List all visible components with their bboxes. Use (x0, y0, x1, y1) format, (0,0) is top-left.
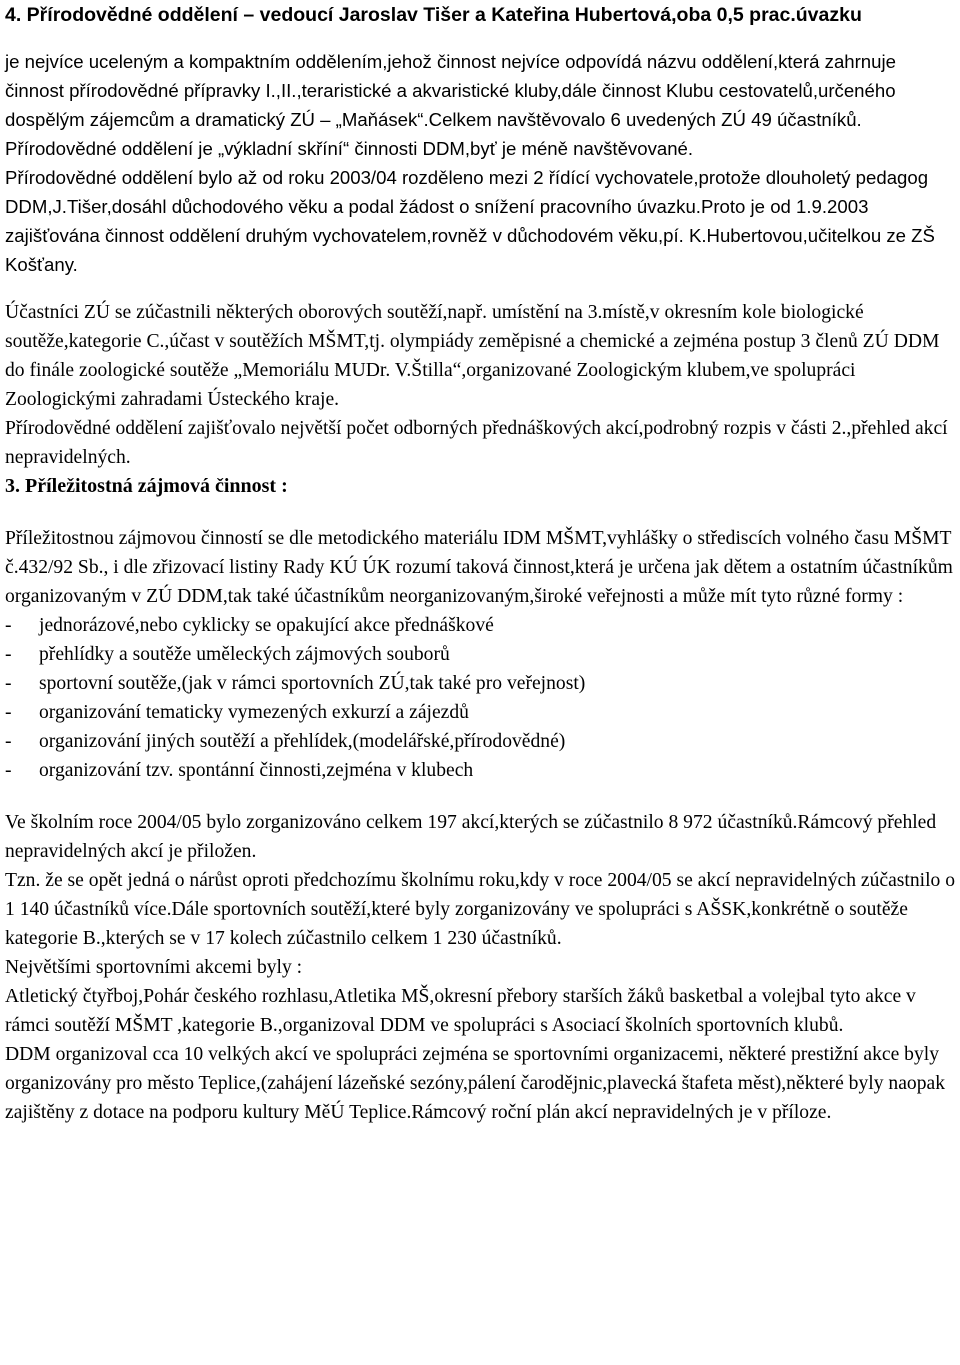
list-item (5, 698, 957, 727)
list-dash: - (5, 644, 12, 665)
list-item-text: jednorázové,nebo cyklicky se opakující akce přednáškové (39, 615, 494, 636)
section-3-title: Příležitostná zájmová činnost : (25, 475, 288, 497)
list-item-text: přehlídky a soutěže uměleckých zájmových souborů (39, 644, 450, 665)
list-item-text: sportovní soutěže,(jak v rámci sportovních ZÚ,tak také pro veřejnost) (39, 673, 586, 694)
section-3-paragraph-5: DDM organizoval cca 10 velkých akcí ve spolupráci zejména se sportovními organizacemi, některé prestižní akce byly organizovány pro město Teplice,(zahájení lázeňské sezóny,pálení čarodějnic,plavecká štafeta měst),některé byly naopak zajištěny z dotace na podporu kultury MěÚ Teplice.Rámcový roční plán akcí nepravidelných je v příloze. (5, 1044, 945, 1123)
section-4-paragraph-4: Účastníci ZÚ se zúčastnili některých oborových soutěží,např. umístění na 3.místě,v okresním kole biologické soutěže,kategorie C.,účast v soutěžích MŠMT,tj. olympiády zeměpisné a chemické a zejména postup 3 členů ZÚ DDM do finále zoologické soutěže „Memoriálu MUDr. V.Štilla“,organizované Zoologickým klubem,ve spolupráci Zoologickými zahradami Ústeckého kraje. (5, 302, 940, 410)
document-page (5, 0, 957, 1127)
section-3-paragraph-2: Tzn. že se opět jedná o nárůst oproti předchozímu školnímu roku,kdy v roce 2004/05 se akcí nepravidelných zúčastnilo o 1 140 účastníků více.Dále sportovních soutěží,které byly zorganizovány ve spolupráci s AŠSK,konkrétně o soutěže kategorie B.,kterých se v 17 kolech zúčastnilo celkem 1 230 účastníků. (5, 870, 956, 949)
list-dash: - (5, 615, 12, 636)
list-item-text: organizování jiných soutěží a přehlídek,(modelářské,přírodovědné) (39, 731, 566, 752)
list-item (5, 611, 957, 640)
section-3-paragraph-1: Ve školním roce 2004/05 bylo zorganizováno celkem 197 akcí,kterých se zúčastnilo 8 972 účastníků.Rámcový přehled nepravidelných akcí je přiložen. (5, 812, 937, 862)
section-3-number: 3. (5, 475, 20, 497)
section-3-paragraph-3: Největšími sportovními akcemi byly : (5, 957, 303, 978)
list-item (5, 756, 957, 785)
section-4-paragraph-5: Přírodovědné oddělení zajišťovalo největší počet odborných přednáškových akcí,podrobný rozpis v části 2.,přehled akcí nepravidelných. (5, 418, 948, 468)
list-item (5, 669, 957, 698)
section-4-paragraph-1: je nejvíce uceleným a kompaktním oddělením,jehož činnost nejvíce odpovídá názvu oddělení,která zahrnuje činnost přírodovědné přípravky I.,II.,teraristické a akvaristické kluby,dále činnost Klubu cestovatelů,určeného dospělým zájemcům a dramatický ZÚ – „Maňásek“.Celkem navštěvovalo 6 uvedených ZÚ 49 účastníků. (5, 51, 896, 130)
section-3-paragraph-4: Atletický čtyřboj,Pohár českého rozhlasu,Atletika MŠ,okresní přebory starších žáků basketbal a volejbal tyto akce v rámci soutěží MŠMT ,kategorie B.,organizoval DDM ve spolupráci s Asociací školních sportovních klubů. (5, 986, 916, 1036)
list-dash: - (5, 673, 12, 694)
section-3-heading (5, 472, 957, 501)
list-item (5, 640, 957, 669)
list-item (5, 727, 957, 756)
list-dash: - (5, 731, 12, 752)
list-dash: - (5, 702, 12, 723)
section-4-paragraph-3: Přírodovědné oddělení bylo až od roku 2003/04 rozděleno mezi 2 řídící vychovatele,protože dlouholetý pedagog DDM,J.Tišer,dosáhl důchodového věku a podal žádost o snížení pracovního úvazku.Proto je od 1.9.2003 zajišťována činnost oddělení druhým vychovatelem,rovněž v důchodovém věku,pí. K.Hubertovou,učitelkou ze ZŠ Košťany. (5, 167, 935, 275)
section-3-intro: Příležitostnou zájmovou činností se dle metodického materiálu IDM MŠMT,vyhlášky o střediscích volného času MŠMT č.432/92 Sb., i dle zřizovací listiny Rady KÚ ÚK rozumí taková činnost,která je určena jak dětem a ostatním účastníkům organizovaným v ZÚ DDM,tak také účastníkům neorganizovaným,široké veřejnosti a může mít tyto různé formy : (5, 528, 953, 607)
activity-forms-list (5, 611, 957, 785)
section-4-heading: 4. Přírodovědné oddělení – vedoucí Jaroslav Tišer a Kateřina Hubertová,oba 0,5 prac.úvazku (5, 4, 862, 26)
list-dash: - (5, 760, 12, 781)
list-item-text: organizování tematicky vymezených exkurzí a zájezdů (39, 702, 469, 723)
list-item-text: organizování tzv. spontánní činnosti,zejména v klubech (39, 760, 474, 781)
section-4-paragraph-2: Přírodovědné oddělení je „výkladní skříní“ činnosti DDM,byť je méně navštěvované. (5, 138, 694, 159)
